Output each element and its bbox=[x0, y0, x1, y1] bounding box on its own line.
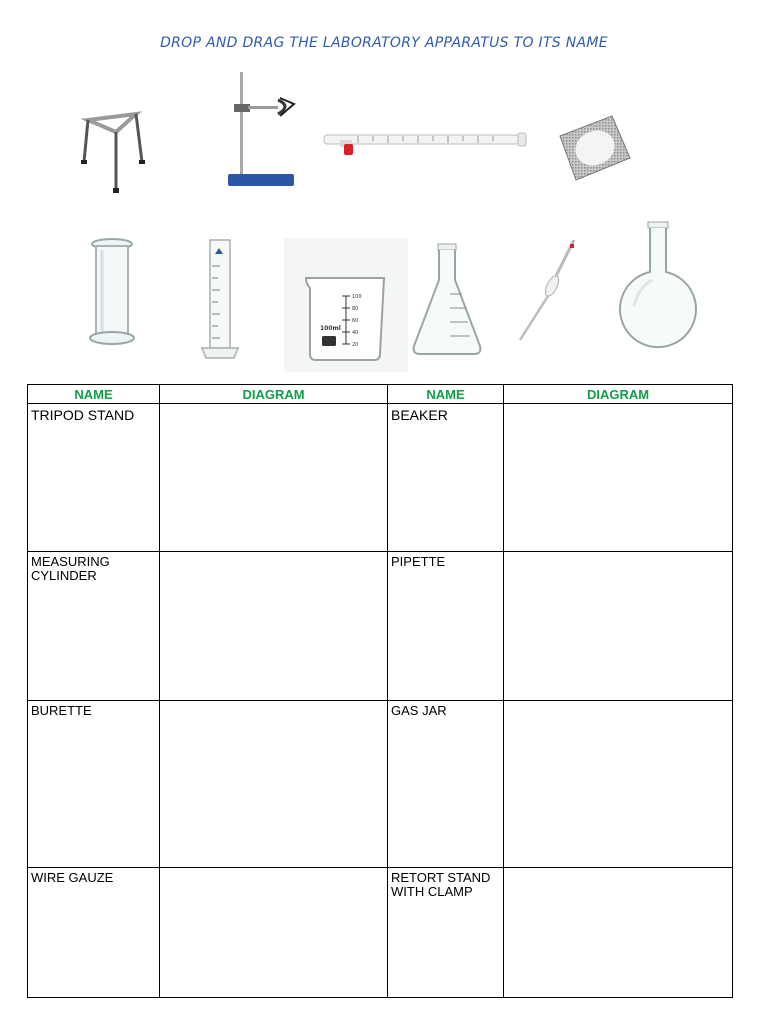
name-cell: PIPETTE bbox=[391, 554, 446, 570]
diagram-header: DIAGRAM bbox=[504, 385, 733, 404]
matching-table bbox=[27, 384, 733, 998]
conical-flask-image[interactable] bbox=[410, 242, 484, 358]
wire-gauze-icon bbox=[554, 110, 634, 186]
table-row bbox=[28, 867, 733, 997]
diagram-drop-zone[interactable] bbox=[160, 552, 388, 700]
beaker-image[interactable] bbox=[284, 238, 408, 372]
diagram-drop-zone[interactable] bbox=[504, 867, 733, 997]
table-row bbox=[28, 404, 733, 552]
diagram-drop-zone[interactable] bbox=[160, 404, 388, 552]
name-cell: WIRE GAUZE bbox=[31, 869, 114, 885]
gas-jar-image[interactable] bbox=[88, 236, 136, 350]
beaker-volume-label: 100ml bbox=[320, 325, 341, 332]
table-row bbox=[28, 552, 733, 700]
diagram-drop-zone[interactable] bbox=[504, 404, 733, 552]
diagram-drop-zone[interactable] bbox=[504, 552, 733, 700]
name-cell: TRIPOD STAND bbox=[31, 407, 135, 424]
beaker-mark-100: 100 bbox=[352, 294, 362, 300]
burette-icon bbox=[318, 126, 530, 160]
retort-stand-icon bbox=[224, 70, 300, 192]
beaker-mark-40: 40 bbox=[352, 330, 359, 336]
name-cell: RETORT STAND WITH CLAMP bbox=[391, 869, 491, 899]
wire-gauze-image[interactable] bbox=[554, 110, 634, 186]
tripod-stand-image[interactable] bbox=[76, 108, 151, 200]
conical-flask-icon bbox=[410, 242, 484, 358]
measuring-cylinder-image[interactable] bbox=[198, 236, 242, 362]
diagram-header: DIAGRAM bbox=[160, 385, 388, 404]
name-cell: GAS JAR bbox=[391, 702, 447, 718]
burette-image[interactable] bbox=[318, 126, 530, 160]
retort-stand-image[interactable] bbox=[224, 70, 300, 192]
table-row bbox=[28, 700, 733, 867]
pipette-icon bbox=[512, 236, 582, 342]
name-cell: BEAKER bbox=[391, 407, 448, 424]
gas-jar-icon bbox=[88, 236, 136, 350]
beaker-mark-20: 20 bbox=[352, 342, 359, 348]
table-header-row bbox=[28, 385, 733, 404]
beaker-icon bbox=[284, 238, 408, 372]
pipette-image[interactable] bbox=[512, 236, 582, 342]
name-header: NAME bbox=[28, 385, 160, 404]
round-bottom-flask-image[interactable] bbox=[616, 220, 700, 362]
worksheet-title: DROP AND DRAG THE LABORATORY APPARATUS TO ITS NAME bbox=[160, 35, 608, 51]
beaker-mark-60: 60 bbox=[352, 318, 359, 324]
name-header: NAME bbox=[388, 385, 504, 404]
round-bottom-flask-icon bbox=[616, 220, 700, 362]
diagram-drop-zone[interactable] bbox=[160, 867, 388, 997]
beaker-mark-80: 80 bbox=[352, 306, 359, 312]
diagram-drop-zone[interactable] bbox=[160, 700, 388, 867]
measuring-cylinder-icon bbox=[198, 236, 242, 362]
tripod-stand-icon bbox=[76, 108, 151, 200]
name-cell: MEASURING CYLINDER bbox=[31, 554, 110, 584]
diagram-drop-zone[interactable] bbox=[504, 700, 733, 867]
name-cell: BURETTE bbox=[31, 702, 92, 718]
